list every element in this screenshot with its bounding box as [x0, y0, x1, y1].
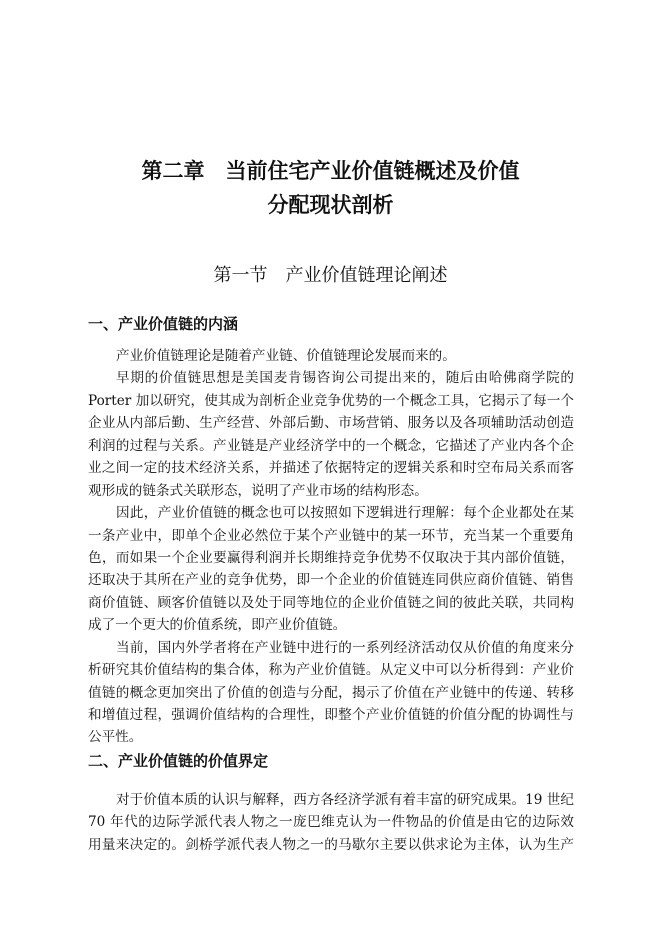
text-line: 利润的过程与关系。产业链是产业经济学中的一个概念，它描述了产业内各个企 — [88, 437, 574, 454]
text-line: 产业价值链理论是随着产业链、价值链理论发展而来的。 — [116, 348, 456, 364]
paragraph — [88, 367, 574, 502]
text-line: Porter 加以研究，使其成为剖析企业竞争优势的一个概念工具，它揭示了每一个 — [88, 392, 574, 409]
section-title: 第一节 产业价值链理论阐述 — [213, 265, 448, 286]
text-line: 成了一个更大的价值系统，即产业价值链。 — [88, 617, 347, 634]
text-line: 公平性。 — [88, 729, 143, 746]
heading-2: 二、产业价值链的价值界定 — [88, 752, 269, 770]
section-1-body — [88, 345, 574, 749]
paragraph — [88, 789, 574, 856]
chapter-title — [0, 154, 661, 222]
text-line: 值链的概念更加突出了价值的创造与分配，揭示了价值在产业链中的传递、转移 — [88, 684, 574, 701]
text-line: 商价值链、顾客价值链以及处于同等地位的企业价值链之间的彼此关联，共同构 — [88, 594, 574, 611]
text-line: 70 年代的边际学派代表人物之一庞巴维克认为一件物品的价值是由它的边际效 — [88, 814, 574, 831]
heading-1: 一、产业价值链的内涵 — [88, 315, 239, 333]
text-line: 色，而如果一个企业要赢得利润并长期维持竞争优势不仅取决于其内部价值链， — [88, 549, 574, 566]
text-line: 观形成的链条式关联形态，说明了产业市场的结构形态。 — [88, 482, 428, 499]
text-line: 和增值过程，强调价值结构的合理性，即整个产业价值链的价值分配的协调性与 — [88, 707, 574, 723]
text-line: 析研究其价值结构的集合体，称为产业价值链。从定义中可以分析得到：产业价 — [88, 662, 574, 679]
text-line: 一条产业中，即单个企业必然位于某个产业链中的某一环节，充当某一个重要角 — [88, 527, 574, 544]
text-line: 对于价值本质的认识与解释，西方各经济学派有着丰富的研究成果。19 世纪 — [116, 792, 574, 808]
chapter-title-line-2: 分配现状剖析 — [267, 192, 394, 217]
chapter-title-line-1: 第二章 当前住宅产业价值链概述及价值 — [141, 158, 520, 183]
text-line: 早期的价值链思想是美国麦肯锡咨询公司提出来的，随后由哈佛商学院的 — [116, 370, 574, 387]
text-line: 企业从内部后勤、生产经营、外部后勤、市场营销、服务以及各项辅助活动创造 — [88, 415, 574, 432]
section-2-body — [88, 789, 574, 856]
text-line: 用量来决定的。剑桥学派代表人物之一的马歇尔主要以供求论为主体，认为生产 — [88, 836, 574, 853]
paragraph — [88, 637, 574, 749]
text-line: 业之间一定的技术经济关系，并描述了依据特定的逻辑关系和时空布局关系而客 — [88, 460, 574, 477]
paragraph — [88, 502, 574, 637]
text-line: 还取决于其所在产业的竞争优势，即一个企业的价值链连同供应商价值链、销售 — [88, 572, 574, 589]
paragraph — [88, 345, 574, 367]
text-line: 因此，产业价值链的概念也可以按照如下逻辑进行理解：每个企业都处在某 — [116, 505, 574, 522]
text-line: 当前，国内外学者将在产业链中进行的一系列经济活动仅从价值的角度来分 — [116, 639, 574, 656]
